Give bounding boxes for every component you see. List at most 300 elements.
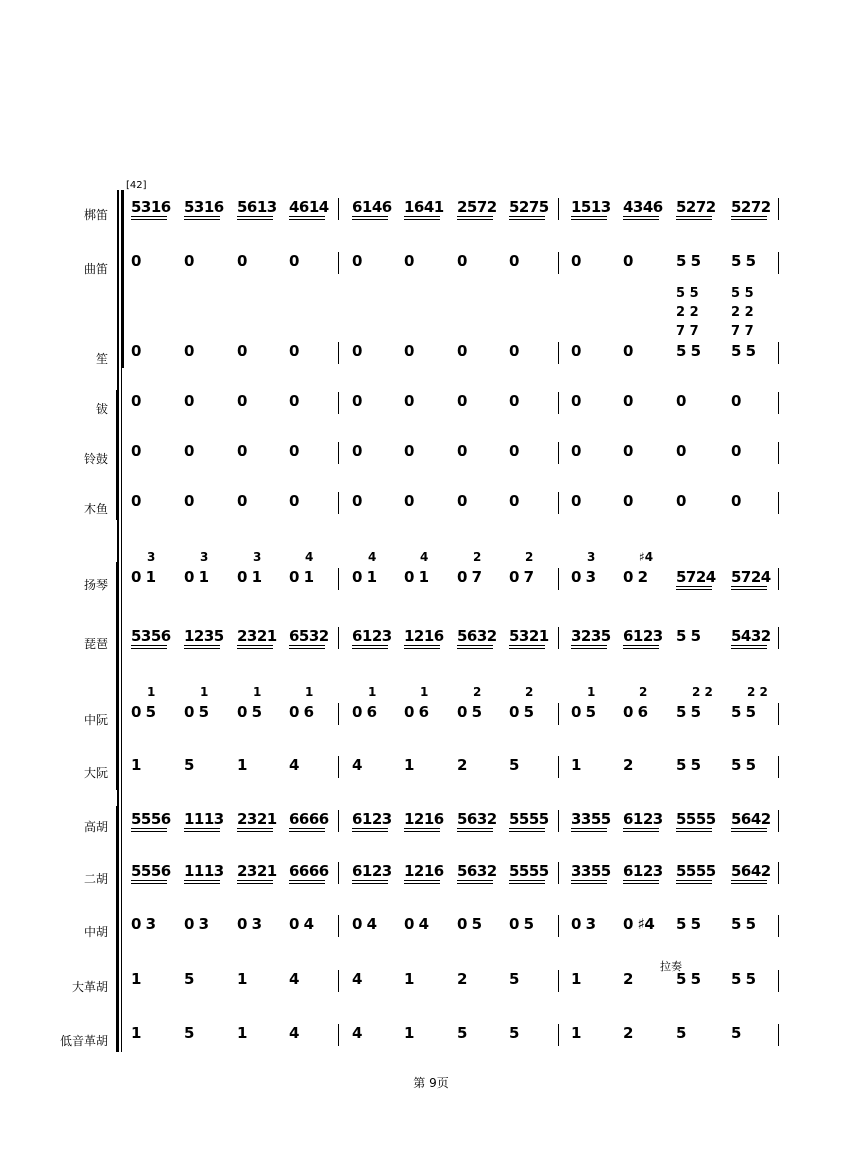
instrument-label: 琵琶	[83, 637, 108, 651]
barline	[778, 252, 779, 274]
beam-line	[676, 216, 712, 217]
barline	[338, 862, 339, 884]
note-group: 5555	[676, 862, 716, 880]
beam-line	[571, 645, 607, 646]
note-group: 1641	[404, 198, 444, 216]
beam-line	[731, 880, 767, 881]
barline	[778, 342, 779, 364]
note-group: 0	[237, 252, 247, 270]
note-group: 0	[289, 492, 299, 510]
chord-note: 2	[525, 685, 534, 699]
beam-line	[571, 831, 607, 832]
beam-line	[352, 645, 388, 646]
note-group: 0 3	[571, 915, 596, 933]
note-group: 0	[289, 392, 299, 410]
note-group: 0	[184, 492, 194, 510]
note-group: 0	[731, 492, 741, 510]
note-group: 5272	[731, 198, 771, 216]
note-group: 5 5	[731, 970, 756, 988]
note-group: 0 3	[237, 915, 262, 933]
chord-note: 2 2	[747, 685, 768, 699]
bowing-annotation: 拉奏	[660, 960, 682, 973]
note-group: 1	[571, 970, 581, 988]
note-group: 0	[131, 442, 141, 460]
note-group: 5 5	[676, 915, 701, 933]
chord-note: 1	[147, 685, 156, 699]
note-group: 4	[352, 756, 362, 774]
barline	[558, 1024, 559, 1046]
barline	[778, 703, 779, 725]
note-group: 0 1	[352, 568, 377, 586]
beam-line	[676, 219, 712, 220]
chord-note: 1	[368, 685, 377, 699]
beam-line	[509, 880, 545, 881]
note-group: 5 5	[676, 970, 701, 988]
note-group: 0	[352, 342, 362, 360]
note-group: 4	[289, 756, 299, 774]
note-group: 5 5	[731, 252, 756, 270]
note-group: 0 4	[289, 915, 314, 933]
note-group: 1216	[404, 862, 444, 880]
chord-note: 4	[420, 550, 429, 564]
note-group: 5	[184, 756, 194, 774]
beam-line	[509, 828, 545, 829]
note-group: 0	[509, 342, 519, 360]
note-group: 0	[457, 392, 467, 410]
note-group: 0	[352, 252, 362, 270]
beam-line	[131, 648, 167, 649]
note-group: 5275	[509, 198, 549, 216]
beam-line	[131, 216, 167, 217]
barline	[778, 627, 779, 649]
instrument-label: 二胡	[83, 872, 108, 886]
instrument-label: 低音革胡	[59, 1034, 108, 1048]
instrument-label: 曲笛	[83, 262, 108, 276]
note-group: 0	[676, 392, 686, 410]
note-group: 1216	[404, 627, 444, 645]
chord-note: 5 5	[731, 286, 754, 301]
note-group: 0 1	[131, 568, 156, 586]
note-group: 5555	[509, 862, 549, 880]
note-group: 0 4	[404, 915, 429, 933]
beam-line	[184, 883, 220, 884]
instrument-label: 扬琴	[83, 578, 108, 592]
barline	[338, 392, 339, 414]
note-group: 0 7	[509, 568, 534, 586]
beam-line	[404, 648, 440, 649]
beam-line	[352, 880, 388, 881]
instrument-label: 大革胡	[71, 980, 108, 994]
instrument-label: 钹	[95, 402, 108, 416]
beam-line	[404, 216, 440, 217]
beam-line	[457, 883, 493, 884]
barline	[338, 442, 339, 464]
beam-line	[352, 828, 388, 829]
beam-line	[731, 648, 767, 649]
barline	[558, 862, 559, 884]
beam-line	[289, 828, 325, 829]
note-group: 1	[404, 970, 414, 988]
instrument-label: 中胡	[83, 925, 108, 939]
note-group: 2	[457, 970, 467, 988]
rehearsal-mark: [42]	[126, 180, 147, 191]
note-group: 5	[509, 1024, 519, 1042]
chord-note: 2	[473, 550, 482, 564]
barline	[338, 970, 339, 992]
chord-note: 1	[253, 685, 262, 699]
note-group: 5 5	[676, 703, 701, 721]
note-group: 5	[676, 1024, 686, 1042]
note-group: 5316	[184, 198, 224, 216]
note-group: 0 6	[404, 703, 429, 721]
beam-line	[623, 831, 659, 832]
beam-line	[571, 219, 607, 220]
note-group: 0	[237, 342, 247, 360]
chord-note: 1	[587, 685, 596, 699]
note-group: 0	[404, 252, 414, 270]
note-group: 5 5	[731, 703, 756, 721]
instrument-label: 笙	[95, 352, 108, 366]
note-group: 0	[131, 392, 141, 410]
beam-line	[404, 645, 440, 646]
note-group: 0 5	[509, 915, 534, 933]
note-group: 5 5	[731, 756, 756, 774]
note-group: 0	[457, 492, 467, 510]
beam-line	[184, 828, 220, 829]
note-group: 2	[623, 1024, 633, 1042]
barline	[558, 915, 559, 937]
note-group: 4346	[623, 198, 663, 216]
note-group: 1113	[184, 810, 224, 828]
barline	[778, 492, 779, 514]
note-group: 0	[237, 392, 247, 410]
note-group: 0	[184, 342, 194, 360]
beam-line	[131, 883, 167, 884]
note-group: 0	[404, 442, 414, 460]
note-group: 0 ♯4	[623, 915, 655, 933]
beam-line	[289, 219, 325, 220]
note-group: 0 6	[352, 703, 377, 721]
beam-line	[289, 831, 325, 832]
beam-line	[184, 216, 220, 217]
note-group: 5 5	[676, 342, 701, 360]
beam-line	[623, 828, 659, 829]
note-group: 0	[237, 442, 247, 460]
note-group: 0 6	[623, 703, 648, 721]
beam-line	[457, 880, 493, 881]
note-group: 0	[184, 392, 194, 410]
beam-line	[289, 883, 325, 884]
note-group: 0	[571, 252, 581, 270]
note-group: 3235	[571, 627, 611, 645]
barline	[778, 568, 779, 590]
note-group: 0	[571, 492, 581, 510]
beam-line	[457, 648, 493, 649]
note-group: 0 5	[237, 703, 262, 721]
chord-note: 7 7	[731, 324, 754, 339]
barline	[558, 756, 559, 778]
note-group: 1	[237, 970, 247, 988]
note-group: 5356	[131, 627, 171, 645]
note-group: 0	[731, 392, 741, 410]
note-group: 0	[457, 442, 467, 460]
note-group: 0	[509, 492, 519, 510]
note-group: 6666	[289, 862, 329, 880]
note-group: 5321	[509, 627, 549, 645]
beam-line	[237, 831, 273, 832]
barline	[778, 1024, 779, 1046]
note-group: 5 5	[676, 252, 701, 270]
note-group: 5 5	[676, 627, 701, 645]
barline	[338, 915, 339, 937]
note-group: 5632	[457, 627, 497, 645]
beam-line	[571, 648, 607, 649]
beam-line	[676, 883, 712, 884]
beam-line	[731, 831, 767, 832]
barline	[338, 703, 339, 725]
note-group: 0	[571, 342, 581, 360]
note-group: 0	[623, 392, 633, 410]
beam-line	[404, 219, 440, 220]
note-group: 5	[184, 970, 194, 988]
note-group: 1	[404, 1024, 414, 1042]
note-group: 5555	[676, 810, 716, 828]
note-group: 0	[352, 442, 362, 460]
beam-line	[457, 828, 493, 829]
chord-note: 4	[368, 550, 377, 564]
note-group: 3355	[571, 810, 611, 828]
barline	[558, 342, 559, 364]
beam-line	[237, 648, 273, 649]
beam-line	[509, 216, 545, 217]
beam-line	[571, 216, 607, 217]
beam-line	[676, 589, 712, 590]
note-group: 5724	[731, 568, 771, 586]
note-group: 0	[131, 252, 141, 270]
beam-line	[184, 880, 220, 881]
barline	[558, 810, 559, 832]
beam-line	[676, 880, 712, 881]
note-group: 0	[623, 342, 633, 360]
beam-line	[623, 645, 659, 646]
note-group: 0	[623, 252, 633, 270]
beam-line	[509, 648, 545, 649]
note-group: 0 3	[131, 915, 156, 933]
beam-line	[731, 219, 767, 220]
chord-note: 2 2	[692, 685, 713, 699]
beam-line	[352, 831, 388, 832]
beam-line	[623, 216, 659, 217]
beam-line	[676, 586, 712, 587]
chord-note: 2	[525, 550, 534, 564]
note-group: 0 5	[131, 703, 156, 721]
beam-line	[457, 645, 493, 646]
beam-line	[623, 883, 659, 884]
note-group: 0 1	[404, 568, 429, 586]
beam-line	[352, 216, 388, 217]
beam-line	[237, 216, 273, 217]
barline	[558, 442, 559, 464]
barline	[778, 198, 779, 220]
beam-line	[352, 883, 388, 884]
note-group: 0 7	[457, 568, 482, 586]
note-group: 2321	[237, 627, 277, 645]
note-group: 1	[131, 756, 141, 774]
note-group: 0	[404, 342, 414, 360]
beam-line	[237, 880, 273, 881]
note-group: 4	[352, 1024, 362, 1042]
beam-line	[289, 216, 325, 217]
note-group: 4	[352, 970, 362, 988]
note-group: 0 1	[289, 568, 314, 586]
note-group: 0	[289, 442, 299, 460]
chord-note: 5 5	[676, 286, 699, 301]
note-group: 2	[457, 756, 467, 774]
beam-line	[457, 219, 493, 220]
note-group: 0	[352, 492, 362, 510]
beam-line	[571, 883, 607, 884]
note-group: 0	[131, 342, 141, 360]
note-group: 6666	[289, 810, 329, 828]
note-group: 0	[184, 252, 194, 270]
beam-line	[289, 645, 325, 646]
note-group: 5556	[131, 862, 171, 880]
beam-line	[731, 828, 767, 829]
barline	[558, 392, 559, 414]
beam-line	[237, 883, 273, 884]
note-group: 5642	[731, 862, 771, 880]
beam-line	[676, 828, 712, 829]
beam-line	[352, 219, 388, 220]
note-group: 4	[289, 970, 299, 988]
instrument-label: 中阮	[83, 713, 108, 727]
note-group: 0	[571, 442, 581, 460]
note-group: 0	[131, 492, 141, 510]
beam-line	[731, 645, 767, 646]
note-group: 5642	[731, 810, 771, 828]
beam-line	[131, 880, 167, 881]
note-group: 1513	[571, 198, 611, 216]
barline	[338, 810, 339, 832]
beam-line	[404, 831, 440, 832]
barline	[558, 492, 559, 514]
barline	[338, 756, 339, 778]
beam-line	[289, 648, 325, 649]
note-group: 0 5	[509, 703, 534, 721]
beam-line	[571, 880, 607, 881]
note-group: 6123	[352, 862, 392, 880]
barline	[558, 703, 559, 725]
note-group: 5 5	[731, 915, 756, 933]
note-group: 5632	[457, 810, 497, 828]
note-group: 0 5	[457, 703, 482, 721]
beam-line	[184, 648, 220, 649]
barline	[558, 568, 559, 590]
chord-note: 1	[200, 685, 209, 699]
note-group: 3355	[571, 862, 611, 880]
beam-line	[352, 648, 388, 649]
note-group: 0	[623, 492, 633, 510]
beam-line	[731, 586, 767, 587]
instrument-label: 铃鼓	[83, 452, 108, 466]
beam-line	[509, 831, 545, 832]
beam-line	[731, 216, 767, 217]
note-group: 6532	[289, 627, 329, 645]
plucked-bracket	[116, 562, 118, 790]
note-group: 1	[237, 756, 247, 774]
beam-line	[184, 831, 220, 832]
beam-line	[623, 648, 659, 649]
beam-line	[237, 828, 273, 829]
beam-line	[184, 219, 220, 220]
barline	[778, 970, 779, 992]
note-group: 0	[457, 252, 467, 270]
note-group: 0 5	[571, 703, 596, 721]
instrument-label: 梆笛	[83, 208, 108, 222]
note-group: 0 3	[184, 915, 209, 933]
bowed-bracket	[116, 806, 118, 1052]
chord-note: 2	[639, 685, 648, 699]
barline	[778, 756, 779, 778]
beam-line	[404, 880, 440, 881]
beam-line	[509, 883, 545, 884]
note-group: 0	[404, 392, 414, 410]
note-group: 0	[352, 392, 362, 410]
barline	[778, 810, 779, 832]
chord-note: 3	[253, 550, 262, 564]
beam-line	[237, 219, 273, 220]
note-group: 0	[509, 442, 519, 460]
note-group: 1235	[184, 627, 224, 645]
note-group: 5613	[237, 198, 277, 216]
chord-note: 3	[200, 550, 209, 564]
chord-note: 2	[473, 685, 482, 699]
note-group: 0 2	[623, 568, 648, 586]
barline	[338, 198, 339, 220]
note-group: 2	[623, 756, 633, 774]
note-group: 0	[237, 492, 247, 510]
note-group: 1	[237, 1024, 247, 1042]
note-group: 5	[509, 756, 519, 774]
chord-note: 1	[420, 685, 429, 699]
note-group: 5	[731, 1024, 741, 1042]
beam-line	[623, 219, 659, 220]
beam-line	[571, 828, 607, 829]
chord-note: 7 7	[676, 324, 699, 339]
beam-line	[457, 831, 493, 832]
note-group: 5555	[509, 810, 549, 828]
note-group: 5272	[676, 198, 716, 216]
note-group: 5 5	[676, 756, 701, 774]
beam-line	[731, 589, 767, 590]
beam-line	[131, 645, 167, 646]
note-group: 6146	[352, 198, 392, 216]
note-group: 1	[571, 756, 581, 774]
note-group: 0	[457, 342, 467, 360]
note-group: 4614	[289, 198, 329, 216]
barline	[778, 392, 779, 414]
note-group: 5432	[731, 627, 771, 645]
instrument-label: 木鱼	[83, 502, 108, 516]
note-group: 5724	[676, 568, 716, 586]
beam-line	[184, 645, 220, 646]
note-group: 0 5	[184, 703, 209, 721]
note-group: 6123	[623, 627, 663, 645]
barline	[558, 970, 559, 992]
note-group: 0	[509, 252, 519, 270]
note-group: 0	[289, 342, 299, 360]
note-group: 1	[131, 1024, 141, 1042]
